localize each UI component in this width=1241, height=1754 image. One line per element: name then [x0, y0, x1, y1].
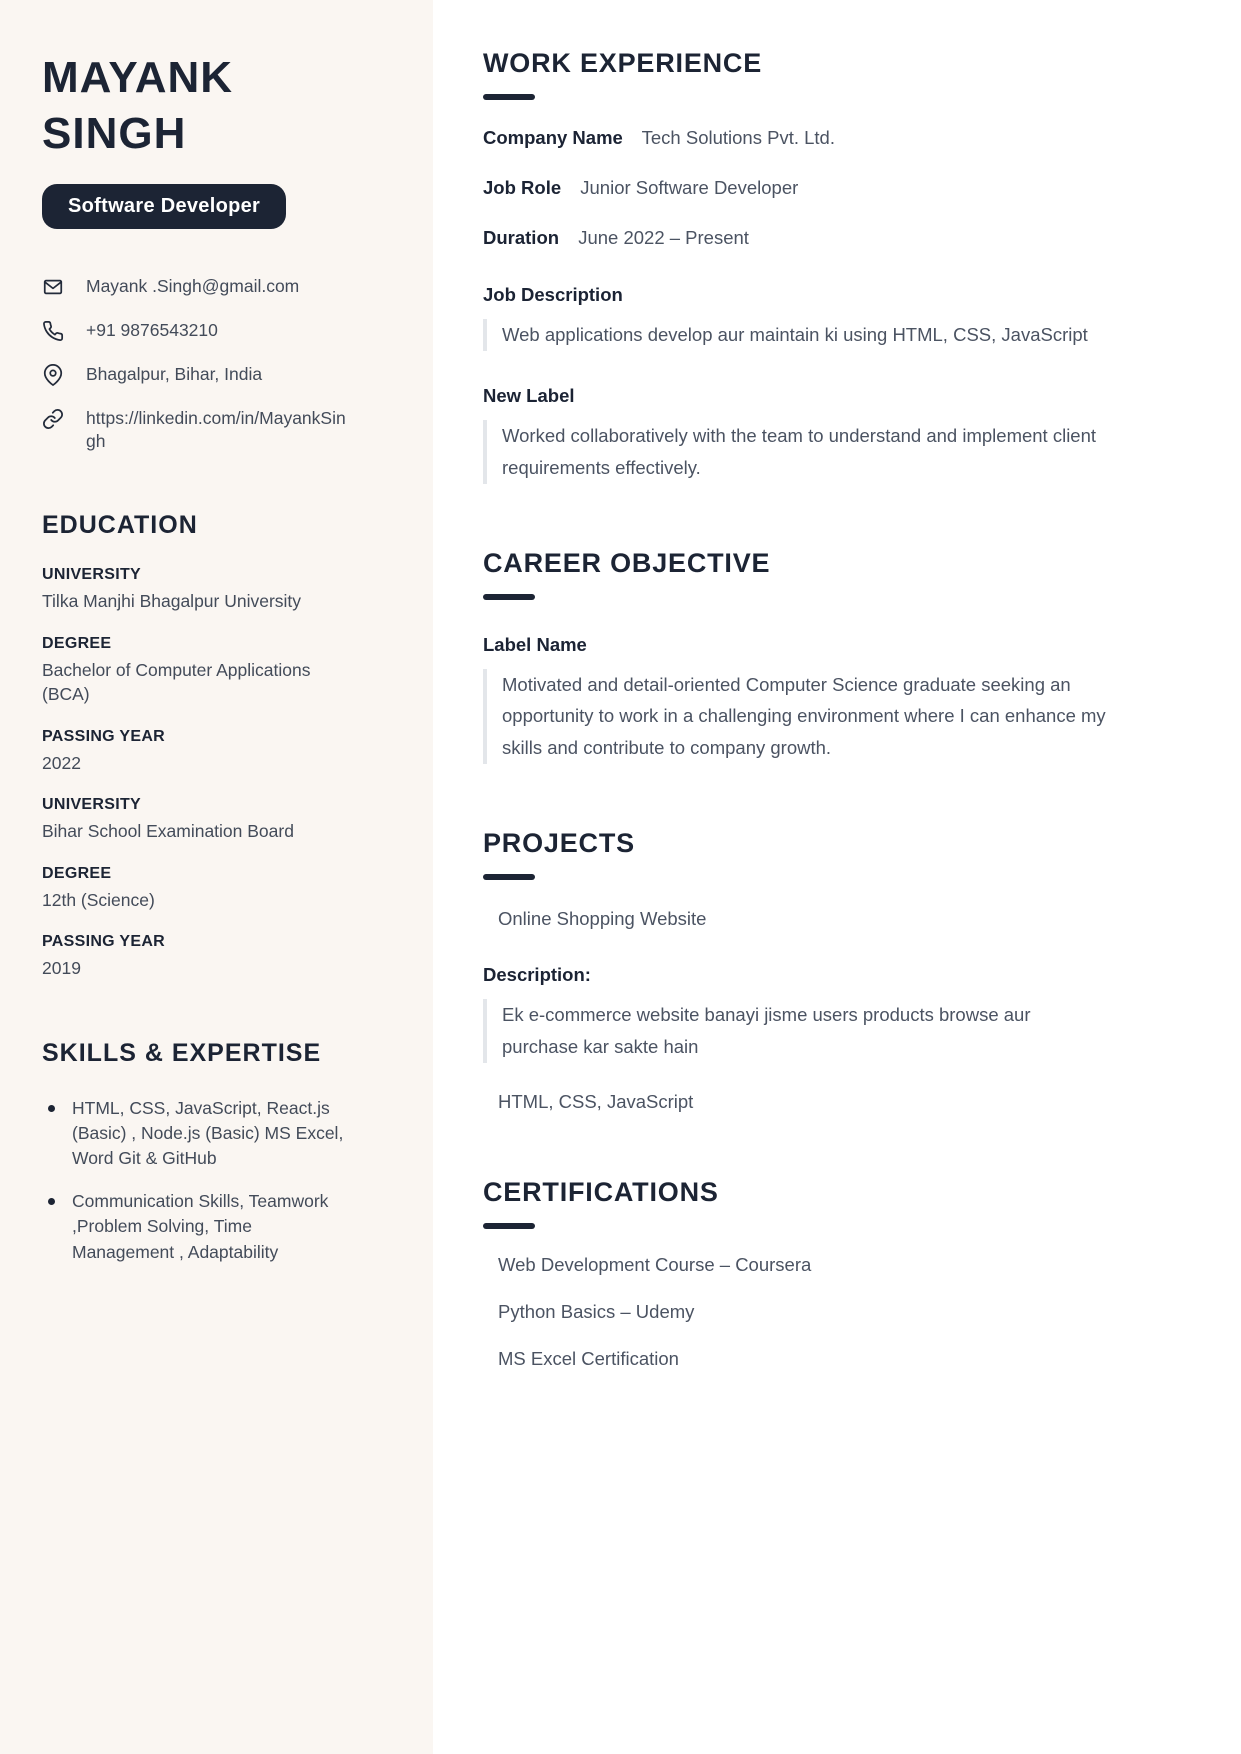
projects-heading: PROJECTS	[483, 828, 635, 859]
phone-value: +91 9876543210	[86, 319, 218, 340]
career-objective-heading: CAREER OBJECTIVE	[483, 547, 771, 578]
list-item: Web Development Course – Coursera	[498, 1253, 812, 1275]
list-item: Python Basics – Udemy	[498, 1300, 695, 1322]
work-experience-heading: WORK EXPERIENCE	[483, 48, 763, 78]
field-label: DEGREE	[42, 864, 112, 882]
field-value: 12th (Science)	[42, 889, 155, 910]
list-item: MS Excel Certification	[498, 1347, 679, 1369]
job-description-label: Job Description	[483, 284, 623, 306]
duration-value: June 2022 – Present	[578, 227, 749, 249]
list-item	[42, 1096, 395, 1172]
contact-list	[42, 275, 395, 453]
job-title-badge: Software Developer	[42, 184, 286, 229]
education-field	[42, 728, 395, 776]
location-icon	[42, 364, 64, 386]
skill-text: HTML, CSS, JavaScript, React.js (Basic) , Node.js (Basic) MS Excel, Word Git & GitHub	[72, 1097, 344, 1169]
education-field	[42, 865, 395, 913]
linkedin-value: https://linkedin.com/in/MayankSingh	[86, 408, 346, 452]
job-description-text: Web applications develop aur maintain ki using HTML, CSS, JavaScript	[483, 319, 1127, 351]
candidate-name	[42, 50, 395, 162]
heading-underline	[483, 594, 535, 600]
heading-underline	[483, 874, 535, 880]
project-tech: HTML, CSS, JavaScript	[498, 1090, 694, 1112]
skills-heading: SKILLS & EXPERTISE	[42, 1038, 322, 1067]
company-row	[483, 126, 1183, 150]
new-label: New Label	[483, 384, 575, 406]
field-value: Tilka Manjhi Bhagalpur University	[42, 591, 302, 612]
bullet-icon	[48, 1198, 55, 1205]
section-work-experience	[483, 48, 1183, 484]
company-value: Tech Solutions Pvt. Ltd.	[641, 127, 835, 148]
field-value: Bihar School Examination Board	[42, 821, 294, 842]
section-certifications	[483, 1177, 1183, 1370]
main-column	[433, 0, 1241, 1754]
field-label: UNIVERSITY	[42, 566, 142, 584]
job-role-value: Junior Software Developer	[580, 177, 799, 199]
objective-label: Label Name	[483, 633, 587, 655]
link-icon	[42, 408, 64, 430]
contact-row-phone	[42, 319, 395, 342]
heading-underline	[483, 1223, 535, 1229]
field-label: PASSING YEAR	[42, 933, 166, 951]
project-name: Online Shopping Website	[498, 908, 707, 930]
sidebar	[0, 0, 433, 1754]
duration-row	[483, 226, 1183, 250]
email-value: Mayank .Singh@gmail.com	[86, 275, 300, 296]
phone-icon	[42, 320, 64, 342]
section-career-objective	[483, 548, 1183, 764]
duration-label: Duration	[483, 227, 560, 249]
section-projects	[483, 828, 1183, 1113]
contact-row-email	[42, 275, 395, 298]
bullet-icon	[48, 1105, 55, 1112]
education-field	[42, 635, 395, 707]
name-line-2: SINGH	[42, 108, 187, 158]
new-label-text: Worked collaboratively with the team to understand and implement client requirements effectively.	[483, 420, 1127, 484]
education-field	[42, 566, 395, 614]
project-description-text: Ek e-commerce website banayi jisme users products browse aur purchase kar sakte hain	[483, 999, 1062, 1063]
name-line-1: MAYANK	[42, 53, 234, 102]
location-value: Bhagalpur, Bihar, India	[86, 363, 263, 384]
field-label: UNIVERSITY	[42, 796, 142, 814]
field-value: 2022	[42, 752, 81, 773]
field-value: Bachelor of Computer Applications (BCA)	[42, 659, 311, 705]
education-field	[42, 796, 395, 844]
field-label: PASSING YEAR	[42, 727, 166, 745]
education-heading: EDUCATION	[42, 511, 198, 540]
contact-row-linkedin	[42, 407, 395, 453]
skills-list	[42, 1096, 395, 1265]
certifications-heading: CERTIFICATIONS	[483, 1176, 719, 1207]
job-role-label: Job Role	[483, 177, 562, 199]
email-icon	[42, 276, 64, 298]
education-field	[42, 933, 395, 981]
skill-text: Communication Skills, Teamwork ,Problem Solving, Time Management , Adaptability	[72, 1190, 329, 1262]
job-role-row	[483, 176, 1183, 200]
project-description-label: Description:	[483, 964, 591, 986]
education-fields	[42, 566, 395, 981]
field-label: DEGREE	[42, 634, 112, 652]
company-label: Company Name	[483, 127, 623, 148]
field-value: 2019	[42, 958, 81, 979]
list-item	[42, 1189, 395, 1265]
objective-text: Motivated and detail-oriented Computer Science graduate seeking an opportunity to work in a challenging environment where I can enhance my skills and contribute to company growth.	[483, 669, 1127, 764]
heading-underline	[483, 94, 535, 100]
contact-row-location	[42, 363, 395, 386]
